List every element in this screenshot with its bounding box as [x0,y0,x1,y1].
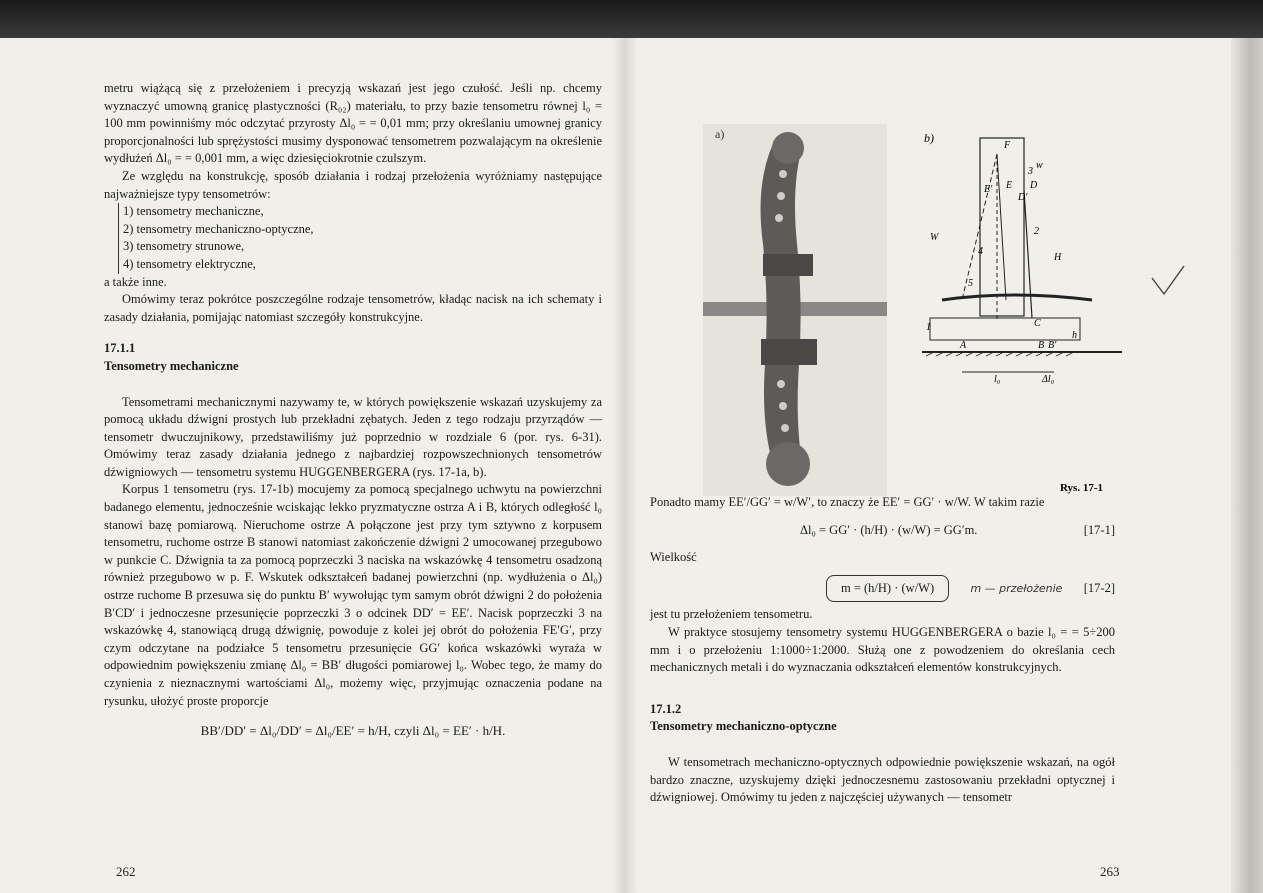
diagram-label-A: A [960,340,967,351]
left-page [104,80,602,752]
list-item: 4) tensometry elektryczne, [123,256,256,271]
diagram-label-H: H [1054,252,1062,263]
diagram-label-E-prime: E′ [984,184,993,195]
figure-label-b: b) [924,131,934,145]
page-number-left: 262 [116,864,136,879]
diagram-label-delta-l0: Δl₀ [1042,374,1055,385]
equation-17-1: Δl₀ = GG′ · (h/H) · (w/W) = GG′m. [800,522,978,537]
diagram-label-l0: l₀ [994,374,1001,385]
right-paragraph-3: W praktyce stosujemy tensometry systemu HUGGENBERGERA o bazie l₀ = = 5÷200 mm i o przełożeniu 1:1000÷1:2000. Służą one z powodzeniem do określania cech mechanicznych metali i do wyznaczania odkształceń elementów konstrukcyjnych. [650,624,1115,675]
equation-17-1-row [650,522,1115,540]
section-number: 17.1.2 [650,701,682,716]
handwritten-note: m — przełożenie [970,581,1063,595]
figure-17-1b-diagram [922,130,1140,388]
diagram-label-B-prime: B′ [1048,340,1057,351]
right-paragraph-4: W tensometrach mechaniczno-optycznych odpowiednie powiększenie wskazań, na ogół bardzo znaczne, uzyskujemy dzięki jednoczesnemu zastosowaniu przekładni optycznej i dźwigniowej. Omówimy tu jeden z najczęściej używanych — tensometr [650,754,1115,805]
diagram-label-5: 5 [968,278,973,289]
page-number-right: 263 [1100,864,1120,879]
diagram-label-w: w [1036,160,1043,171]
handwritten-checkmark-icon [1150,264,1186,298]
proportion-equation: BB′/DD′ = Δl₀/DD′ = Δl₀/EE′ = h/H, czyli Δl₀ = EE′ · h/H. [200,723,506,739]
quantity-label: Wielkość [650,550,697,565]
diagram-label-h: h [1072,330,1077,341]
left-paragraph-5: Korpus 1 tensometru (rys. 17-1b) mocujemy za pomocą specjalnego uchwytu na powierzchni badanego elementu, jednocześnie wciskając lekko pryzmatyczne ostrza A i B, których odległość l₀ stanowi bazę pomiarową. Nieruchome ostrze A połączone jest przy tym sztywno z korpusem tensometru, ruchome ostrze B stanowi natomiast zakończenie dźwigni 2 umocowanej przegubowo w punkcie C. Dźwignia ta za pomocą poprzeczki 3 naciska na wskazówkę 4 tensometru osadzoną również przegubowo w p. F. Wskutek odkształceń badanej powierzchni (np. wydłużenia o Δl₀) ostrze ruchome B przesuwa się do punktu B′ wywołując tym samym obrót dźwigni 2 do położenia B′CD′ i jednoczesne przesunięcie poprzeczki 3 o odcinek DD′ = EE′. Nacisk poprzeczki 3 na wskazówkę 4, stanowiącą drugą dźwignię, powoduje z kolei jej obrót do położenia FE′G′, przy czym odczytane na podziałce 5 tensometru przesunięcie GG′ końca wskazówki wyraża w odpowiednim powiększeniu zmianę Δl₀ = BB′ długości pomiarowej l₀. Wobec tego, że mamy do czynienia z nieznacznymi wartościami Δl₀, możemy więc, przyjmując oznaczenia podane na rysunku, ułożyć proste proporcje [104,482,602,708]
left-paragraph-3: Omówimy teraz pokrótce poszczególne rodzaje tensometrów, kładąc nacisk na ich schematy i zasady działania, pomijając natomiast szczegóły konstrukcyjne. [104,292,602,324]
list-item: 1) tensometry mechaniczne, [123,204,264,219]
list-item: 3) tensometry strunowe, [123,239,245,254]
scanner-top-shadow [0,0,1263,38]
equation-17-2-number: [17-2] [1083,580,1115,595]
diagram-label-2: 2 [1034,226,1039,237]
right-page [650,494,1115,807]
diagram-label-W: W [930,232,939,243]
tensometer-types-list [118,203,602,273]
diagram-label-D-prime: D′ [1018,192,1028,203]
left-paragraph-2: Ze względu na konstrukcję, sposób działania i rodzaj przełożenia wyróżniamy następujące najważniejsze typy tensometrów: [104,168,602,201]
figure-17-1a-photo [703,124,887,496]
diagram-label-F: F [1004,140,1011,151]
section-title: Tensometry mechaniczno-optyczne [650,719,837,734]
equation-17-2: m = (h/H) · (w/W) [826,575,949,603]
diagram-label-D: D [1030,180,1038,191]
equation-17-1-number: [17-1] [1083,522,1115,537]
diagram-label-E: E [1006,180,1013,191]
right-paragraph-1: Ponadto mamy EE′/GG′ = w/W′, to znaczy że EE′ = GG′ · w/W. W takim razie [650,495,1045,509]
diagram-label-1: 1 [926,322,931,333]
list-trailer: a także inne. [104,274,167,289]
huggenberger-schematic [922,130,1140,388]
diagram-label-3: 3 [1028,166,1033,177]
left-paragraph-4: Tensometrami mechanicznymi nazywamy te, w których powiększenie wskazań uzyskujemy za pomocą układu dźwigni prostych lub przekładni zębatych. Jeden z tego rodzaju przyrządów — tensometr dwuczujnikowy, przedstawiliśmy już poprzednio w rozdziale 6 (por. rys. 6-31). Omówimy teraz zasady działania jednego z najbardziej rozpowszechnionych tensometrów dźwigniowych — tensometru systemu HUGGENBERGERA (rys. 17-1a, b). [104,394,602,479]
section-title: Tensometry mechaniczne [104,358,239,373]
figure-label-a: a) [715,127,725,141]
right-paragraph-2: jest tu przełożeniem tensometru. [650,607,813,622]
book-spread [0,38,1263,893]
tensometer-photo [703,124,887,496]
diagram-label-B: B [1038,340,1045,351]
equation-17-2-row [650,575,1115,603]
list-item: 2) tensometry mechaniczno-optyczne, [123,221,314,236]
diagram-label-4: 4 [978,246,983,257]
diagram-label-C: C [1034,318,1041,329]
left-paragraph-1: metru wiążącą się z przełożeniem i precyzją wskazań jest jego czułość. Jeśli np. chcemy wyznaczyć umowną granicę plastyczności (R₀₂) materiału, to przy bazie tensometru równej l₀ = 100 mm powinniśmy móc odczytać przyrosty Δl₀ = = 0,01 mm; przy określaniu umownej granicy proporcjonalności lub sprężystości musimy dysponować tensometrem pozwalającym na określenie wydłużeń Δl₀ = = 0,001 mm, a więc dziesięciokrotnie czulszym. [104,81,602,166]
section-number: 17.1.1 [104,341,136,356]
book-gutter [612,38,638,893]
figure-caption: Rys. 17-1 [1060,482,1104,494]
